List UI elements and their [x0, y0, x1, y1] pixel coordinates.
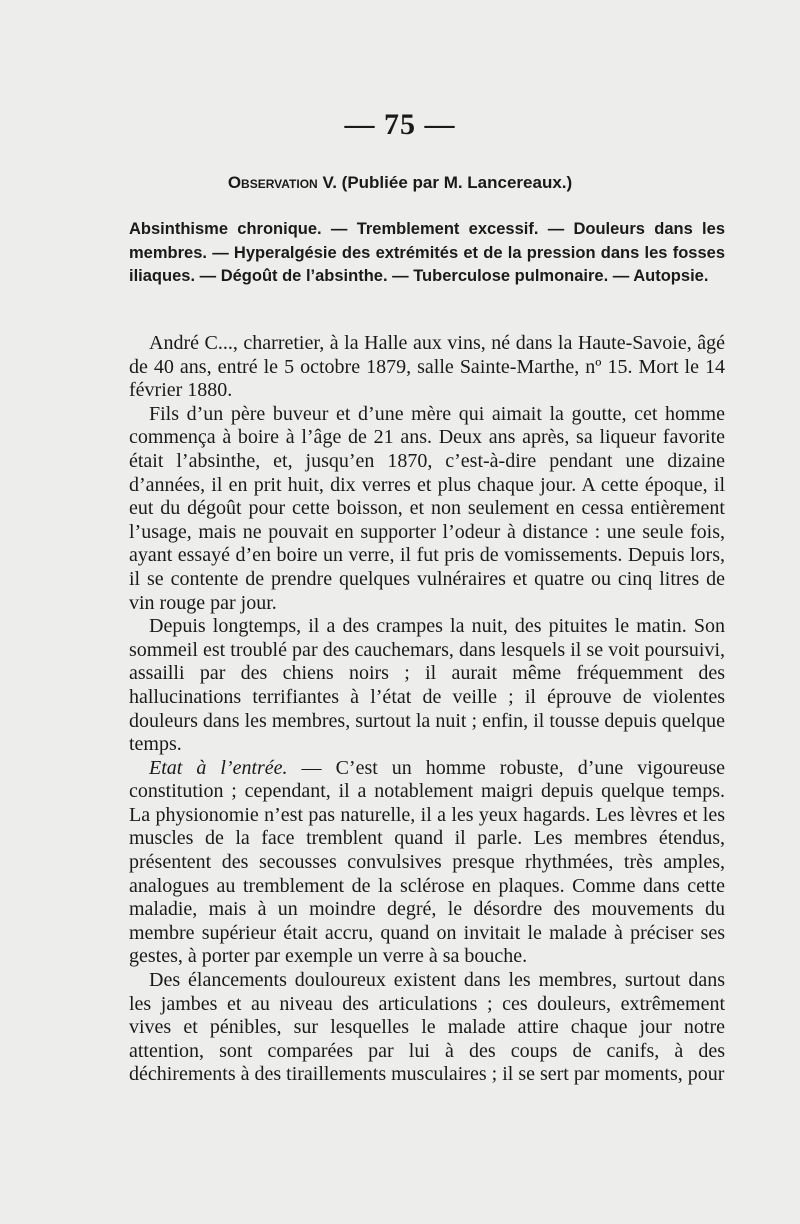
observation-rest: V. (Publiée par M. Lancereaux.): [317, 173, 573, 192]
admission-state-text: — C’est un homme robuste, d’une vigoureuse constitution ; cependant, il a notablement maigri depuis quelque temps. La physionomie n’est pas naturelle, il a les yeux hagards. Les lèvres et les muscles de la face tremblent quand il parle. Les membres étendus, présentent des secousses convulsives presque rhythmées, très amples, analogues au tremblement de la sclérose en plaques. Comme dans cette maladie, mais à un moindre degré, le désordre des mouvements du membre supérieur était accru, quand on invitait le malade à préciser ses gestes, à porter par exemple un verre à sa bouche.: [129, 756, 725, 968]
paragraph-admission-state: [129, 757, 725, 969]
body-text: [129, 332, 725, 1087]
paragraph-symptoms: Depuis longtemps, il a des crampes la nuit, des pituites le matin. Son sommeil est troublé par des cauchemars, dans lesquels il se voit poursuivi, assailli par des chiens noirs ; il aurait même fréquemment des hallucinations terrifiantes à l’état de veille ; il éprouve de violentes douleurs dans les membres, surtout la nuit ; enfin, il tousse depuis quelque temps.: [129, 615, 725, 756]
observation-heading: [0, 173, 800, 193]
page-number: — 75 —: [344, 108, 456, 141]
case-summary: Absinthisme chronique. — Tremblement excessif. — Douleurs dans les membres. — Hyperalgésie des extrémités et de la pression dans les fosses iliaques. — Dégoût de l’absinthe. — Tuberculose pulmonaire. — Autopsie.: [129, 220, 725, 285]
observation-label: Observation: [227, 173, 318, 192]
paragraph-pains: Des élancements douloureux existent dans les membres, surtout dans les jambes et au niveau des articulations ; ces douleurs, extrêmement vives et pénibles, sur lesquelles le malade attire chaque jour notre attention, sont comparées par lui à des coups de canifs, à des déchirements à des tiraillements musculaires ; il se sert par moments, pour: [129, 969, 725, 1086]
paragraph-patient-identity: André C..., charretier, à la Halle aux vins, né dans la Haute-Savoie, âgé de 40 ans, entré le 5 octobre 1879, salle Sainte-Marthe, nº 15. Mort le 14 février 1880.: [129, 332, 725, 402]
paragraph-history: Fils d’un père buveur et d’une mère qui aimait la goutte, cet homme commença à boire à l’âge de 21 ans. Deux ans après, sa liqueur favorite était l’absinthe, et, jusqu’en 1870, c’est-à-dire pendant une dizaine d’années, il en prit huit, dix verres et plus chaque jour. A cette époque, il eut du dégoût pour cette boisson, et non seulement en cessa entièrement l’usage, mais ne pouvait en supporter l’odeur à distance : une seule fois, ayant essayé d’en boire un verre, il fut pris de vomissements. Depuis lors, il se contente de prendre quelques vulnéraires et quatre ou cinq litres de vin rouge par jour.: [129, 402, 725, 614]
admission-state-lead: Etat à l’entrée.: [149, 756, 288, 779]
